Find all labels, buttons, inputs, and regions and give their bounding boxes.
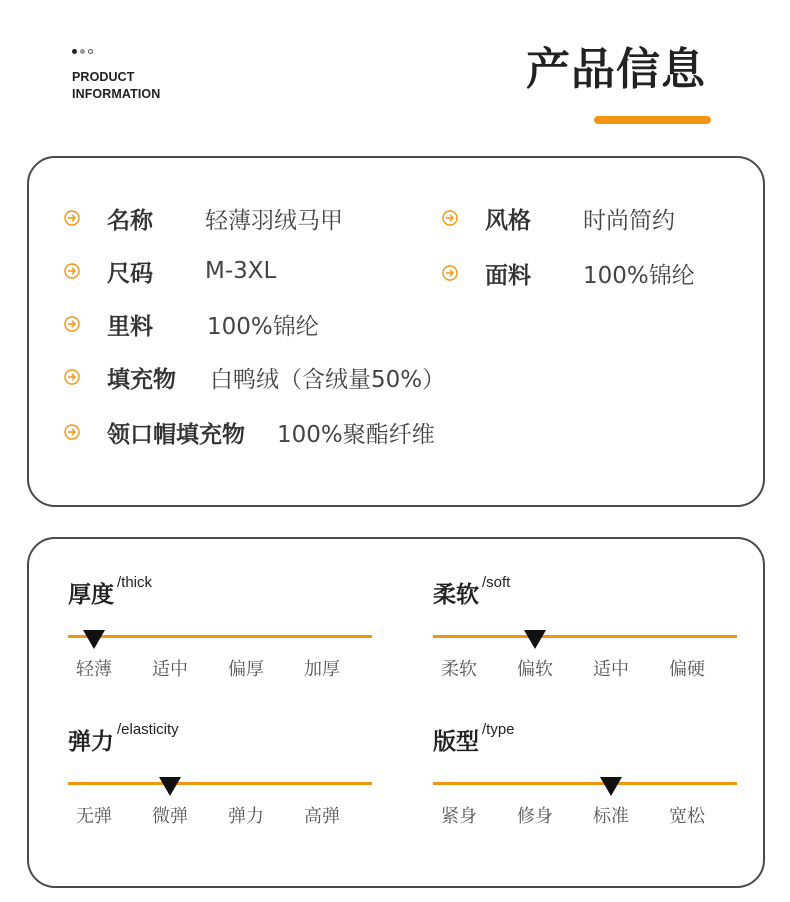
arrow-circle-icon bbox=[64, 210, 80, 226]
info-label: 里料 bbox=[107, 313, 153, 340]
scale-option: 紧身 bbox=[441, 806, 477, 827]
info-row-name bbox=[64, 203, 343, 233]
dot-icon bbox=[72, 49, 77, 54]
info-label: 名称 bbox=[107, 207, 153, 234]
dot-icon bbox=[88, 49, 93, 54]
scale-option: 标准 bbox=[593, 806, 629, 827]
scale-marker-elasticity bbox=[159, 777, 181, 796]
info-row-size bbox=[64, 256, 276, 286]
scale-title-cn: 厚度 bbox=[68, 582, 114, 608]
info-value: 100%锦纶 bbox=[207, 313, 319, 340]
scale-title-thickness bbox=[68, 576, 152, 609]
scale-title-softness bbox=[433, 576, 510, 609]
pagination-dots bbox=[72, 49, 93, 54]
title-en-line2: INFORMATION bbox=[72, 87, 161, 101]
arrow-circle-icon bbox=[64, 316, 80, 332]
scale-options-softness bbox=[421, 655, 725, 681]
scale-title-en: /type bbox=[482, 721, 515, 738]
info-value: 时尚简约 bbox=[583, 207, 675, 234]
scale-option: 偏软 bbox=[517, 659, 553, 680]
info-label: 领口帽填充物 bbox=[107, 421, 245, 448]
title-underline bbox=[594, 116, 711, 124]
scale-option: 加厚 bbox=[304, 659, 340, 680]
info-value: M-3XL bbox=[205, 258, 277, 284]
scale-title-en: /thick bbox=[117, 574, 153, 591]
info-row-filling bbox=[64, 362, 445, 392]
scale-title-elasticity bbox=[68, 723, 179, 756]
info-label: 填充物 bbox=[107, 366, 176, 393]
scale-option: 弹力 bbox=[228, 806, 264, 827]
info-value: 100%聚酯纤维 bbox=[277, 421, 435, 448]
arrow-circle-icon bbox=[442, 265, 458, 281]
arrow-circle-icon bbox=[64, 263, 80, 279]
section-title-english bbox=[72, 69, 160, 103]
scale-option: 适中 bbox=[593, 659, 629, 680]
scale-option: 高弹 bbox=[304, 806, 340, 827]
info-value: 100%锦纶 bbox=[583, 262, 695, 289]
scale-title-cn: 版型 bbox=[433, 729, 479, 755]
info-label: 风格 bbox=[485, 207, 531, 234]
scale-option: 偏厚 bbox=[228, 659, 264, 680]
scale-track-elasticity bbox=[68, 782, 372, 785]
scale-title-en: /elasticity bbox=[117, 721, 179, 738]
arrow-circle-icon bbox=[64, 424, 80, 440]
scale-option: 适中 bbox=[152, 659, 188, 680]
scale-option: 轻薄 bbox=[76, 659, 112, 680]
scale-options-fit bbox=[421, 802, 725, 828]
scale-track-fit bbox=[433, 782, 737, 785]
dot-icon bbox=[80, 49, 85, 54]
info-value: 白鸭绒（含绒量50%） bbox=[210, 366, 446, 393]
scale-track-thickness bbox=[68, 635, 372, 638]
scale-marker-fit bbox=[600, 777, 622, 796]
scale-title-cn: 弹力 bbox=[68, 729, 114, 755]
arrow-circle-icon bbox=[442, 210, 458, 226]
info-label: 尺码 bbox=[107, 260, 153, 287]
scale-title-cn: 柔软 bbox=[433, 582, 479, 608]
scale-track-softness bbox=[433, 635, 737, 638]
scale-option: 无弹 bbox=[76, 806, 112, 827]
scale-option: 修身 bbox=[517, 806, 553, 827]
title-en-line1: PRODUCT bbox=[72, 70, 135, 84]
scale-marker-softness bbox=[524, 630, 546, 649]
scale-option: 微弹 bbox=[152, 806, 188, 827]
scale-option: 柔软 bbox=[441, 659, 477, 680]
scale-options-thickness bbox=[56, 655, 360, 681]
info-row-style bbox=[442, 203, 675, 233]
info-label: 面料 bbox=[485, 262, 531, 289]
scale-option: 偏硬 bbox=[669, 659, 705, 680]
scale-title-en: /soft bbox=[482, 574, 511, 591]
scale-option: 宽松 bbox=[669, 806, 705, 827]
info-row-lining bbox=[64, 309, 319, 339]
info-row-collar-filling bbox=[64, 417, 435, 447]
arrow-circle-icon bbox=[64, 369, 80, 385]
scale-options-elasticity bbox=[56, 802, 360, 828]
page-title: 产品信息 bbox=[526, 44, 706, 95]
scale-marker-thickness bbox=[83, 630, 105, 649]
scale-title-fit bbox=[433, 723, 515, 756]
info-row-fabric bbox=[442, 258, 695, 288]
info-value: 轻薄羽绒马甲 bbox=[205, 207, 343, 234]
